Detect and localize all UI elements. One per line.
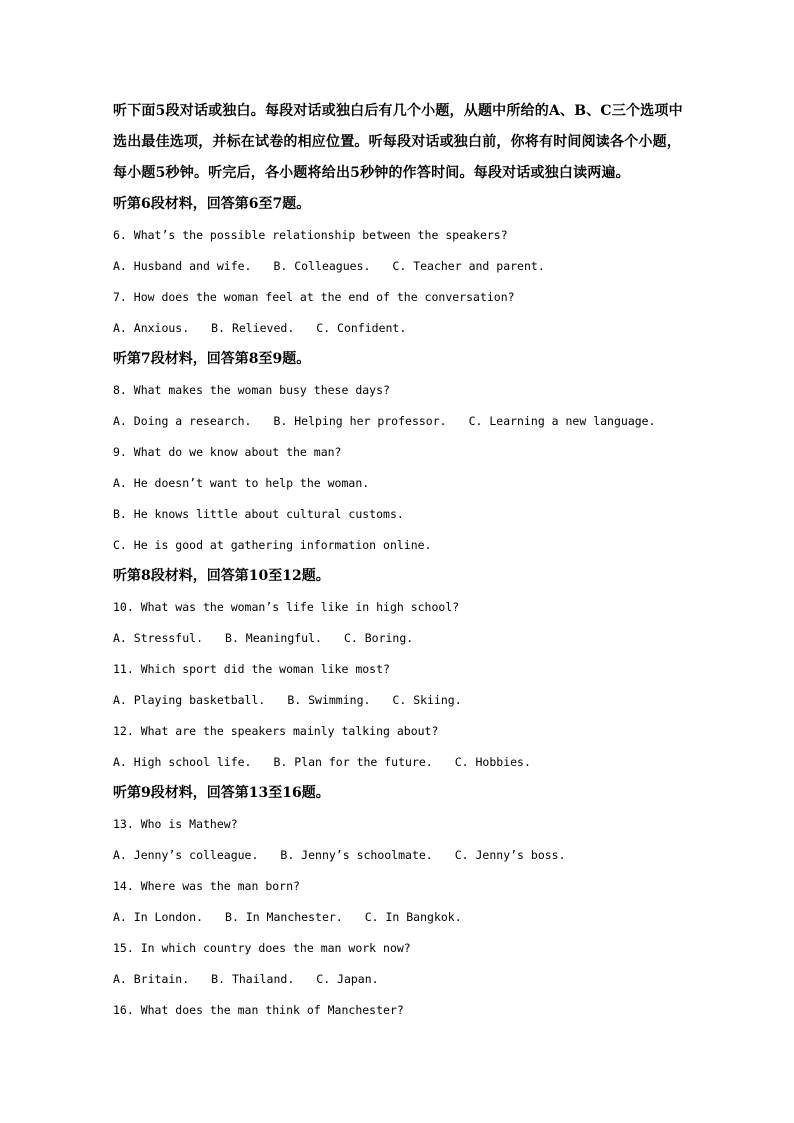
question-stem: 14. Where was the man born? [113,879,300,893]
option-a: A. Doing a research. [113,414,252,428]
option-b: B. He knows little about cultural customs. [113,507,404,521]
question-stem: 6. What’s the possible relationship between the speakers? [113,228,508,242]
option-a: A. Jenny’s colleague. [113,848,259,862]
option-b: B. Swimming. [287,693,371,707]
option-b: B. Colleagues. [273,259,371,273]
option-row [113,964,683,995]
page-content [113,96,683,1026]
question-stem: 16. What does the man think of Manchester? [113,1003,404,1017]
option-a: A. Anxious. [113,321,190,335]
option-a: A. Stressful. [113,631,204,645]
option-c: C. Jenny’s boss. [454,848,566,862]
option-c: C. Skiing. [392,693,462,707]
option-c: C. He is good at gathering information online. [113,538,432,552]
option-b: B. Plan for the future. [273,755,433,769]
option-a: A. Playing basketball. [113,693,266,707]
question-stem: 12. What are the speakers mainly talking about? [113,724,439,738]
option-c: C. Confident. [316,321,407,335]
option-c: C. In Bangkok. [364,910,462,924]
option-a: A. Britain. [113,972,190,986]
question-stem: 15. In which country does the man work now? [113,941,411,955]
option-c: C. Hobbies. [454,755,531,769]
section-heading: 听第9段材料，回答第13至16题。 [113,785,330,801]
option-c: C. Teacher and parent. [392,259,545,273]
option-row [113,313,683,344]
option-row [113,685,683,716]
question-stem: 13. Who is Mathew? [113,817,238,831]
section-heading: 听第6段材料，回答第6至7题。 [113,196,311,212]
section-instructions: 听下面5段对话或独白。每段对话或独白后有几个小题，从题中所给的A、B、C三个选项中选出最佳选项，并标在试卷的相应位置。听每段对话或独白前，你将有时间阅读各个小题，每小题5秒钟。听完后，各小题将给出5秒钟的作答时间。每段对话或独白读两遍。 [113,103,683,181]
option-b: B. Helping her professor. [273,414,447,428]
option-a: A. Husband and wife. [113,259,252,273]
option-row [113,251,683,282]
section-heading: 听第7段材料，回答第8至9题。 [113,351,311,367]
option-b: B. Meaningful. [225,631,322,645]
question-stem: 10. What was the woman’s life like in high school? [113,600,460,614]
question-stem: 11. Which sport did the woman like most? [113,662,390,676]
option-b: B. Jenny’s schoolmate. [280,848,433,862]
option-row [113,902,683,933]
section-heading: 听第8段材料，回答第10至12题。 [113,568,330,584]
option-b: B. In Manchester. [225,910,343,924]
question-stem: 8. What makes the woman busy these days? [113,383,390,397]
option-b: B. Relieved. [211,321,295,335]
option-c: C. Boring. [343,631,414,645]
option-a: A. High school life. [113,755,252,769]
option-row [113,406,683,437]
option-row [113,623,683,654]
option-a: A. In London. [113,910,204,924]
option-b: B. Thailand. [211,972,295,986]
option-c: C. Learning a new language. [468,414,656,428]
question-stem: 9. What do we know about the man? [113,445,342,459]
option-row [113,747,683,778]
option-row [113,840,683,871]
option-a: A. He doesn’t want to help the woman. [113,476,370,490]
option-c: C. Japan. [316,972,379,986]
question-stem: 7. How does the woman feel at the end of the conversation? [113,290,515,304]
